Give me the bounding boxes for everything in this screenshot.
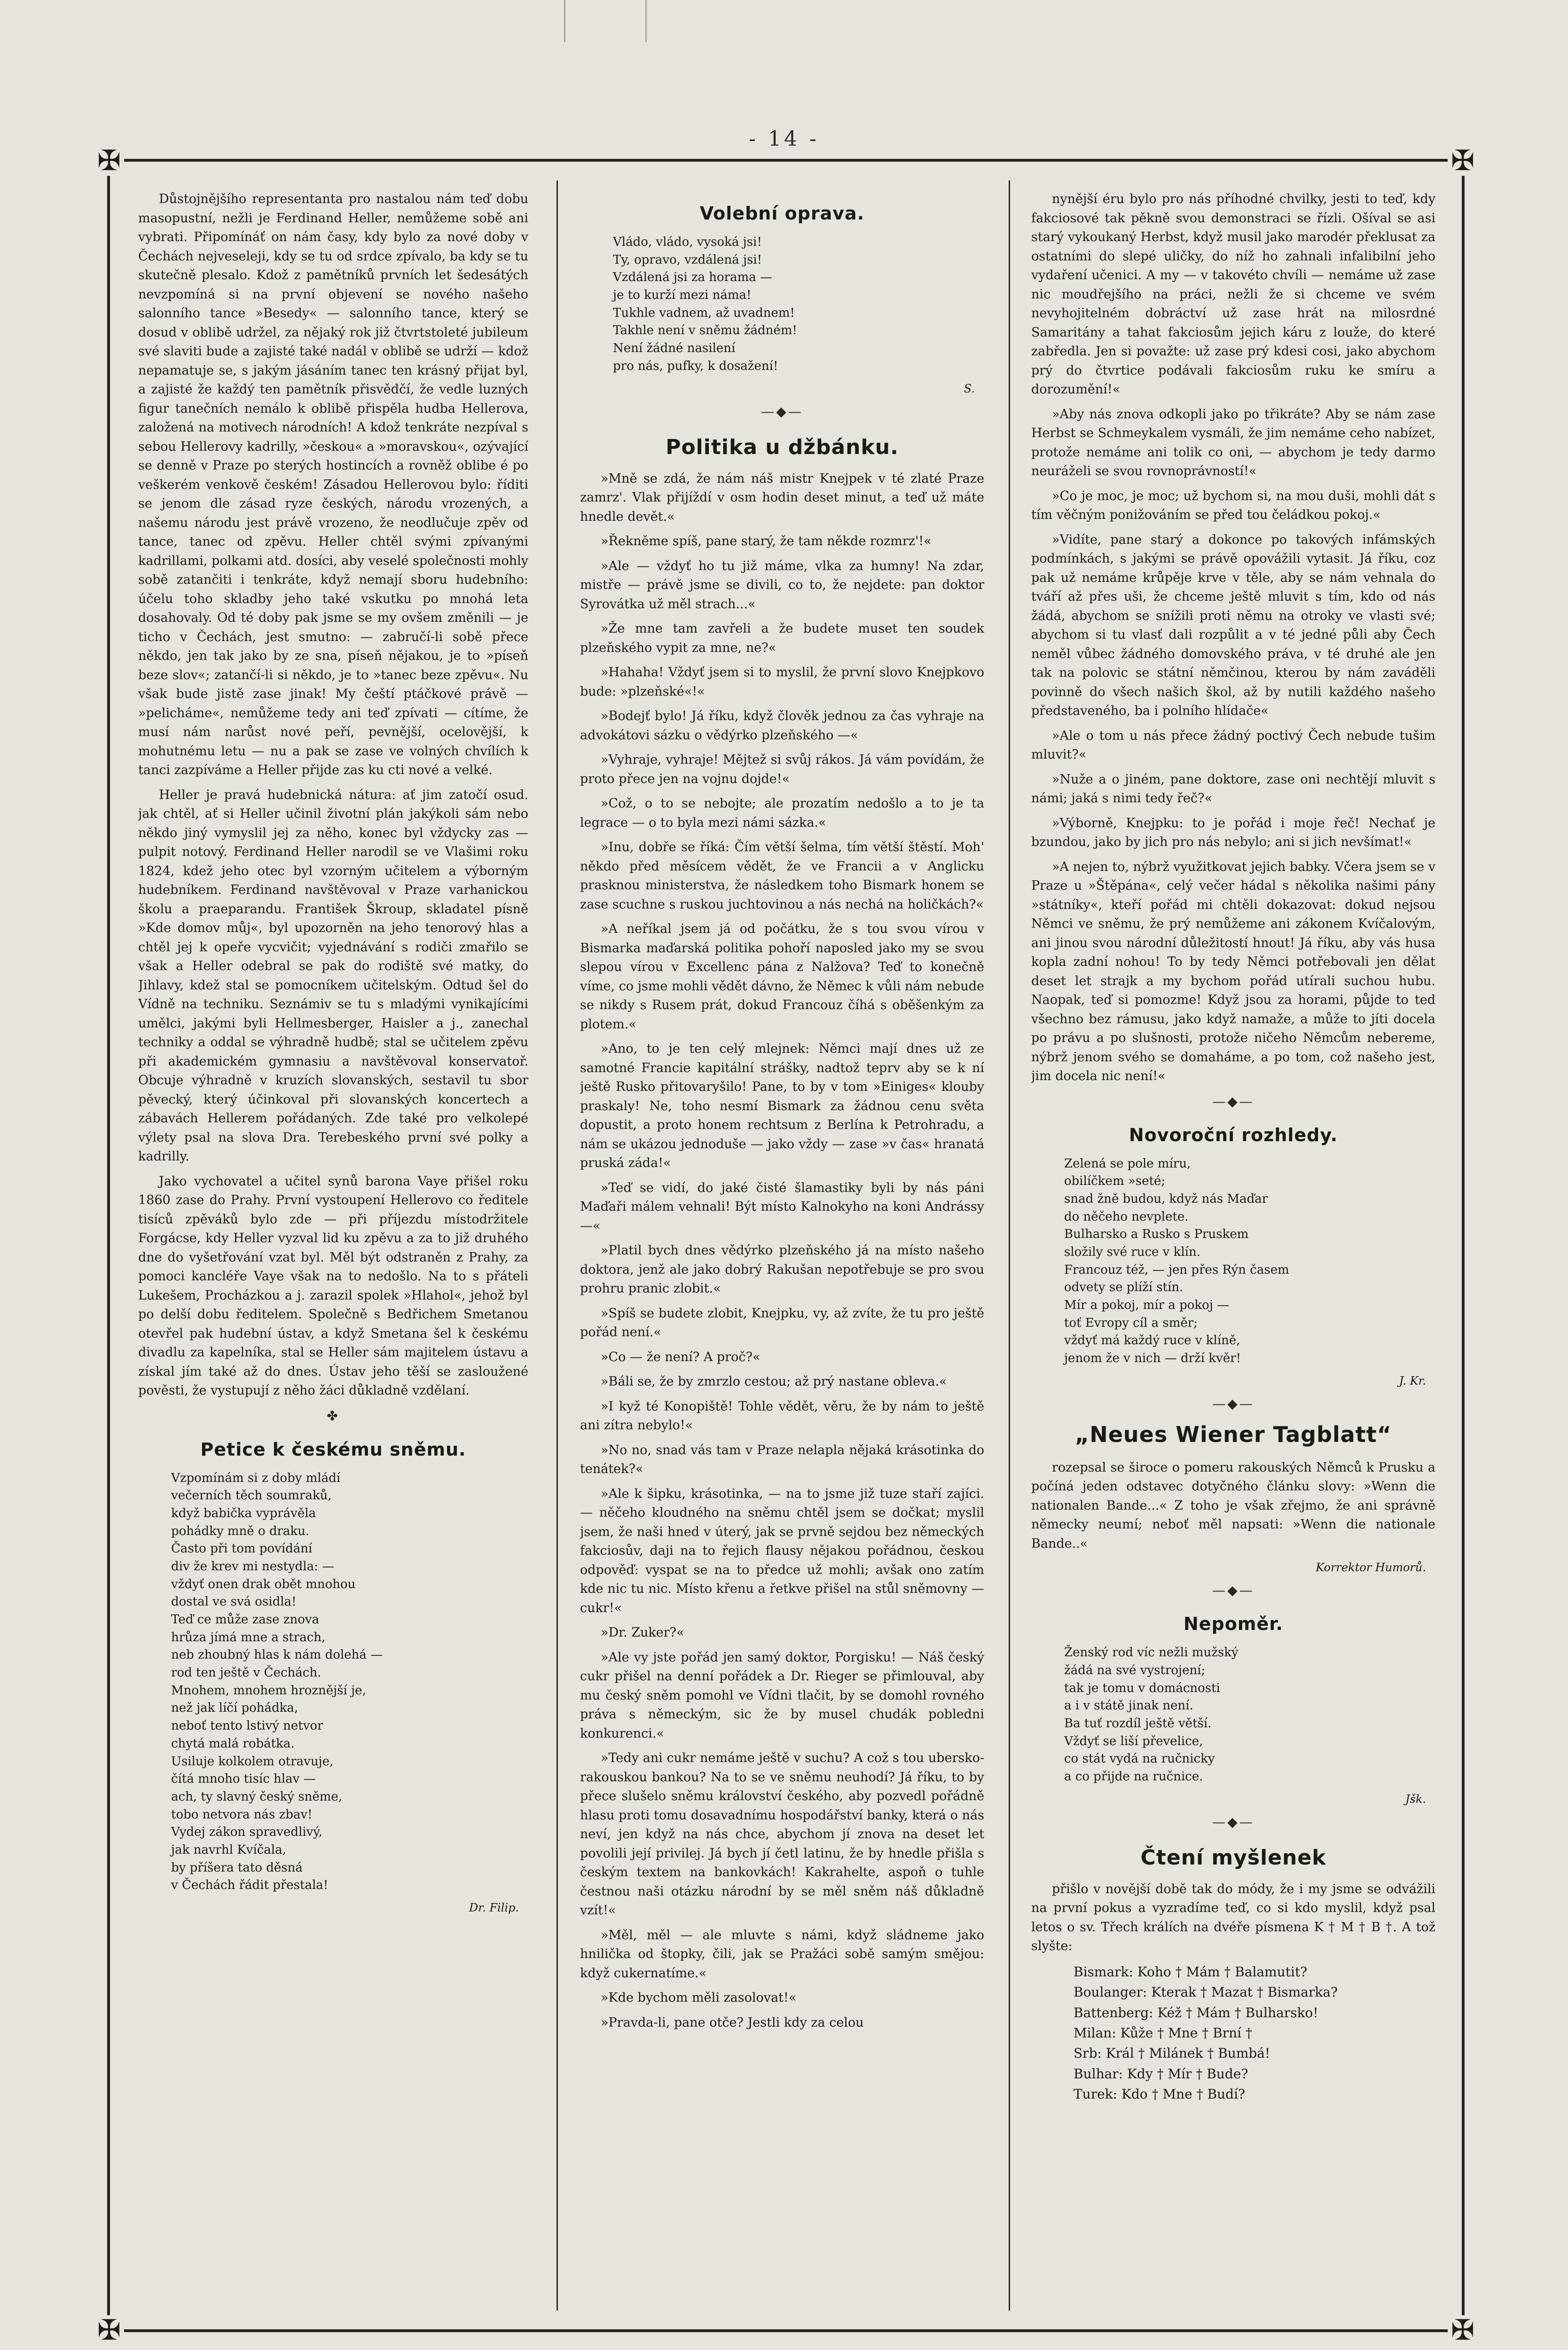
- dialogue-paragraph: »Kde bychom měli zasolovat!«: [601, 1990, 797, 2005]
- proverb-line: Bulhar: Kdy † Mír † Bude?: [1074, 2066, 1248, 2082]
- dialogue-paragraph: »Platil bych dnes vědýrko plzeňského já na místo našeho doktora, jenž ale jako dobrý Rakušan nepotřebuje se pro svou prohru pranic zlobit.«: [580, 1243, 984, 1296]
- dialogue-paragraph: »Nuže a o jiném, pane doktore, zase oni nechtějí mluvit s námi; jaká s nimi tedy řeč?«: [1031, 772, 1435, 806]
- poem-line: jak navrhl Kvíčala,: [171, 1842, 286, 1857]
- dialogue-paragraph: »Ano, to je ten celý mlejnek: Němci mají dnes už ze samotné Francie kapitální strášky, nadtož teprv aby se k ní ještě Rusko přitovaryšilo! Pane, to by v tom »Einiges« klouby praskaly! Ne, toho nesmí Bismark za žádnou cenu světa dopustit, a proto honem rechtsum z Berlína k Petrohradu, a nám se ukázou jednoduše — jako vždy — zase »v čas« hranatá pruská záda!«: [580, 1042, 984, 1170]
- oprava-poem: [613, 234, 984, 376]
- corner-ornament-icon: ✠: [94, 2315, 124, 2345]
- proverb-line: Srb: Král † Milánek † Bumbá!: [1074, 2045, 1270, 2061]
- proverb-line: Bismark: Koho † Mám † Balamutit?: [1074, 1964, 1308, 1980]
- poem-line: vždyť má každý ruce v klíně,: [1064, 1333, 1240, 1348]
- cteni-title: Čtení myšlenek: [1140, 1845, 1326, 1870]
- poem-line: Vydej zákon spravedlivý,: [171, 1825, 322, 1840]
- poem-line: snad žně budou, když nás Maďar: [1064, 1191, 1268, 1206]
- poem-line: Teď ce může zase znova: [171, 1613, 320, 1627]
- dialogue-paragraph: »Měl, měl — ale mluvte s námi, když sládneme jako hnilička od štopky, čili, jak se Pražáci sobě samým smějou: když cukernatíme.«: [580, 1927, 984, 1981]
- proverbs-list: [1074, 1962, 1435, 2105]
- poem-line: toť Evropy cíl a směr;: [1064, 1316, 1198, 1330]
- section-divider: —◆—: [1212, 1395, 1254, 1411]
- dialogue-paragraph: nynější éru bylo pro nás příhodné chvilky, jesti to teď, kdy fakciosové tak pěkně svou demonstraci se řízli. Ošíval se asi starý vykoukaný Herbst, když musil jako marodér překlusat za ostatními do slepé uličky, do níž ho zahnali infalibilní jeho vydaření učenici. A my — v takovéto chvíli — nemáme už zase nic moudřejšího na práci, nežli že si chceme ve svém nevyhojitelném dobráctví už zase hrát na milosrdné Samaritány a tahat fakciosům jejich káru z louže, do které zabředla. Jen si považte: už zase prý kdesi cosi, jako abychom prý do čtvrtice podávali fakciosům ruku ke smíru a dorozumění!«: [1031, 192, 1435, 397]
- poem-line: rod ten ještě v Čechách.: [171, 1666, 321, 1680]
- page-frame: [97, 144, 1475, 2347]
- dialogue-paragraph: »Hahaha! Vždyť jsem si to myslil, že první slovo Knejpkovo bude: »plzeňské«!«: [580, 665, 984, 699]
- cteni-text: přišlo v novější době tak do módy, že i my jsme se odvážili na první pokus a vyzradíme teď, co si kdo myslil, když psal letos o sv. Třech králích na dvéře písmena K † M † B †. A tož slyšte:: [1031, 1881, 1435, 1954]
- poem-line: Ba tuť rozdíl ještě větší.: [1064, 1716, 1212, 1731]
- poem-line: Tukhle vadnem, až uvadnem!: [613, 306, 795, 320]
- poem-line: tak je tomu v domácnosti: [1064, 1681, 1220, 1695]
- poem-line: než jak líčí pohádka,: [171, 1701, 298, 1716]
- dialogue-paragraph: »Báli se, že by zmrzlo cestou; až prý nastane obleva.«: [601, 1374, 947, 1389]
- section-divider: —◆—: [1212, 1814, 1254, 1830]
- poem-line: a co přijde na ručnice.: [1064, 1770, 1203, 1784]
- poem-line: div že krev mi nestydla: —: [171, 1559, 335, 1574]
- poem-line: tobo netvora nás zbav!: [171, 1807, 313, 1822]
- dialogue-paragraph: »I kyž té Konopiště! Tohle vědět, věru, že by nám to ještě ani zítra nebylo!«: [580, 1399, 984, 1433]
- poem-line: Vládo, vládo, vysoká jsi!: [613, 235, 762, 249]
- poem-line: v Čechách řádit přestala!: [171, 1878, 329, 1893]
- tagblatt-signature: Korrektor Humorů.: [1316, 1561, 1426, 1574]
- proverb-line: Boulanger: Kterak † Mazat † Bismarka?: [1074, 1984, 1338, 2000]
- proverb-line: Turek: Kdo † Mne † Budí?: [1074, 2086, 1246, 2102]
- dialogue-paragraph: »Bodejť bylo! Já říku, když člověk jednou za čas vyhraje na advokátovi sázku o vědýrko plzeňského —«: [580, 709, 984, 743]
- poem-line: ach, ty slavný český sněme,: [171, 1789, 343, 1804]
- petice-signature: Dr. Filip.: [469, 1901, 519, 1914]
- poem-line: pohádky mně o draku.: [171, 1524, 310, 1538]
- poem-line: Francouz též, — jen přes Rýn časem: [1064, 1262, 1289, 1277]
- poem-line: pro nás, pufky, k dosažení!: [613, 359, 778, 373]
- proverb-line: Battenberg: Kéž † Mám † Bulharsko!: [1074, 2005, 1318, 2021]
- poem-line: Mír a pokoj, mír a pokoj —: [1064, 1298, 1230, 1312]
- proverb-line: Milan: Kůže † Mne † Brní †: [1074, 2025, 1253, 2041]
- dialogue-paragraph: »Výborně, Knejpku: to je pořád i moje řeč! Nechať je bzundou, jako by jich pro nás nebylo; ani si jich nevšímat!«: [1031, 815, 1435, 849]
- heller-article: [138, 190, 528, 1401]
- poem-line: vždyť onen drak obět mnohou: [171, 1577, 356, 1591]
- dialogue-paragraph: »Ale o tom u nás přece žádný poctivý Čech nebude tušim mluvit?«: [1031, 728, 1435, 762]
- dialogue-paragraph: »Co je moc, je moc; už bychom si, na mou duši, mohli dát s tím věčným ponižováním se před tou čeládkou pokoj.«: [1031, 488, 1435, 522]
- column-rule: [1009, 180, 1010, 2311]
- novorocni-title: Novoroční rozhledy.: [1129, 1124, 1338, 1145]
- oprava-title: Volební oprava.: [699, 203, 865, 224]
- poem-line: žádá na své vystrojení;: [1064, 1663, 1206, 1677]
- dialogue-paragraph: »Vyhraje, vyhraje! Mějtež si svůj rákos. Já vám povídám, že proto přece jen na vojnu dojde!«: [580, 752, 984, 786]
- dialogue-paragraph: »Tedy ani cukr nemáme ještě v suchu? A což s tou ubersko-rakouskou bankou? Na to se ve sněmu neuhodí? Já říku, to by přece slušelo sněmu království českého, aby pozvedl pořádně hlasu proti tomu dosavadnímu hospodářství banky, která o nás neví, jen když na nás chce, abychom jí znova na deset let povolili její privilej. Já bych jí četl latinu, že by hnedle přišla s českým textem na bankovkách! Kakrahelte, aspoň o tuhle čestnou naši otázku národní by se měl sněm náš důkladně vzít!«: [580, 1751, 984, 1918]
- poem-line: by příšera tato děsná: [171, 1860, 303, 1875]
- column-2: [580, 190, 984, 2311]
- tagblatt-text: rozepsal se široce o pomeru rakouských Němců k Prusku a počíná jeden odstavec dotyčného článku slovy: »Wenn die nationalen Bande...« Z toho je však zřejmo, že ani správně německy neumí; neboť měl napsati: »Wenn die nationale Bande..«: [1031, 1460, 1435, 1551]
- poem-line: dostal ve svá osidla!: [171, 1595, 297, 1609]
- dialogue-paragraph: »Teď se vidí, do jaké čisté šlamastiky byli by nás páni Maďaři málem vehnali! Být místo Kalnokyho na koni Andrássy —«: [580, 1180, 984, 1233]
- section-divider: —◆—: [1212, 1093, 1254, 1109]
- petice-title: Petice k českému sněmu.: [200, 1439, 466, 1460]
- dialogue-paragraph: »Že mne tam zavřeli a že budete muset ten soudek plzeňského vypit za mne, ne?«: [580, 621, 984, 655]
- poem-line: Není žádné nasilení: [613, 341, 736, 356]
- dialogue-paragraph: »Spíš se budete zlobit, Knejpku, vy, až zvíte, že tu pro ještě pořád není.«: [580, 1306, 984, 1340]
- poem-line: Mnohem, mnohem hroznější je,: [171, 1683, 366, 1698]
- poem-line: co stát vydá na ručnicky: [1064, 1752, 1215, 1766]
- column-rule: [557, 180, 558, 2311]
- poem-line: jenom že v nich — drží kvěr!: [1064, 1351, 1241, 1366]
- dialogue-paragraph: »Ale k šipku, krásotinka, — na to jsme již tuze staří zajíci. — něčeho kloudného na sněmu chtěl jsem se dočkat; myslil jsem, že naši hned v úterý, jak se prvně sejdou bez německých fakciosův, daji na to řejich flausy nějakou pořádnou, českou odpověď: vyspat se na to předce už mohli; avšak ono zatím kde nic tu nic. Místo křenu a řetkve přišel na stůl sněmovny — cukr!«: [580, 1486, 984, 1615]
- column-3: [1031, 190, 1435, 2311]
- section-divider: —◆—: [761, 403, 803, 419]
- nepomer-poem: [1064, 1644, 1435, 1786]
- dialogue-paragraph: »Inu, dobře se říká: Čím větší šelma, tím větší štěstí. Moh' někdo před měsícem vědět, že ve Francii a v Anglicku prasknou ministerstva, že následkem toho Bismark honem se zase scuchne s ruskou juchtovinou a nás nechá na holičkách?«: [580, 840, 984, 912]
- nepomer-title: Nepoměr.: [1183, 1614, 1283, 1635]
- poem-line: obilíčkem »seté;: [1064, 1174, 1166, 1189]
- petice-poem: [171, 1470, 528, 1895]
- dialogue-paragraph: »A neříkal jsem já od počátku, že s tou svou vírou v Bismarka maďarská politika pohoří naposled jako my se svou slepou vírou v Excellenc pána z Nalžova? Teď to konečně víme, co jsme mohli vědět dávno, že Němec k vůli nám nebude se nikdy s Rusem prát, dokud Francouz číhá s oběšenkým za plotem.«: [580, 922, 984, 1032]
- poem-line: neboť tento lstivý netvor: [171, 1719, 323, 1733]
- poem-line: Vzdálená jsi za horama —: [613, 270, 773, 285]
- poem-line: je to kurží mezi náma!: [613, 288, 752, 303]
- dialogue-paragraph: »No no, snad vás tam v Praze nelapla nějaká krásotinka do tenátek?«: [580, 1442, 984, 1476]
- politika-title: Politika u džbánku.: [666, 435, 899, 459]
- poem-line: neb zhoubný hlas k nám dolehá —: [171, 1648, 383, 1662]
- novorocni-poem: [1064, 1155, 1435, 1368]
- dialogue-paragraph: »Vidíte, pane starý a dokonce po takových infámských podmínkách, s jakými se právě opovážili vytasit. Já říku, coz pak už nemáme krůpěje krve v těle, aby se nám vehnala do tváří až přes uši, že chceme ještě mluvit s tím, kdo od nás žádá, abychom se snížili proti němu na otroky ve vlasti své; abychom si tu vlasť dali rozpůlit a v té jedné půli aby Čech neměl vůbec žádného domovského práva, v té druhé ale jen tak na polovic se státní němčinou, kterou by nám zaváděli povinně do všech našich škol, až by nutili každého našeho představeného, ba i polního hlídače«: [1031, 532, 1435, 718]
- poem-line: Ženský rod víc nežli mužský: [1064, 1645, 1239, 1660]
- politika-article: [580, 470, 984, 2033]
- dialogue-paragraph: »Mně se zdá, že nám náš mistr Knejpek v té zlaté Praze zamrz'. Vlak přijíždí v osm hodin deset minut, a teď už máte hnedle devět.«: [580, 471, 984, 524]
- poem-line: Bulharsko a Rusko s Pruskem: [1064, 1227, 1249, 1242]
- poem-line: Ty, opravo, vzdálená jsi!: [613, 252, 762, 267]
- poem-line: když babička vyprávěla: [171, 1506, 316, 1520]
- novorocni-signature: J. Kr.: [1399, 1374, 1426, 1387]
- article-paragraph: Heller je pravá hudebnická nátura: ať jim zatočí osud. jak chtěl, ať si Heller učinil životní plán jakýkoli sám nebo někdo jiný vymyslil jej za něho, konec byl vždycky zas — pulpit notový. Ferdinand Heller narodil se ve Vlašimi roku 1824, kdež jeho otec byl vzorným učitelem a výborným hudebníkem. Ferdinand navštěvoval v Praze varhanickou školu a praeparandu. František Škroup, skladatel písně »Kde domov můj«, byl upozorněn na jeho tenorový hlas a chtěl jej k opeře vycvičit; vyjednávání s rodiči zmařilo se však a Heller odebral se pak do rodiště své matky, do Jihlavy, kdež stal se pomocníkem učitelským. Odtud šel do Vídně na techniku. Seznámiv se tu s mladými vynikajícími umělci, jakými byli Hellmesberger, Haisler a j., zanechal techniky a oddal se výhradně hudbě; stal se učitelem zpěvu při akademickém gymnasiu a navštěvoval konservatoř. Obcuje výhradně v kruzích slovanských, sestavil tu sbor pěvecký, který účinkoval při slovanských koncertech a zábavách Hellerem pořádaných. Zde také pro velkolepé výlety psal na slova Dra. Terebeského první své polky a kadrilly.: [138, 787, 528, 1164]
- scan-top-mark: [564, 0, 647, 42]
- article-paragraph: Jako vychovatel a učitel synů barona Vaye přišel roku 1860 zase do Prahy. První vystoupení Hellerovo co ředitele tisíců zpěváků bylo zde — při příjezdu místodržitele Forgácse, kdy Heller vyzval lid ku zpěvu a za to již druhého dne do vyšetřování vzat byl. Měl být odstraněn z Prahy, za pomoci kancléře Vaye však na to nedošlo. Na to s přáteli Lukešem, Procházkou a j. zarazil spolek »Hlahol«, jehož byl po delší dobu ředitelem. Společně s Bedřichem Smetanou otevřel pak hudební ústav, a když Smetana šel k českému divadlu za kapelníka, stal se Heller sám majitelem ústavu a získal jím také až do dnes. Ústav jeho těší se zasloužené pověsti, že vystupují z něho žáci důkladně vzdělaní.: [138, 1174, 528, 1398]
- dialogue-paragraph: »Co — že není? A proč?«: [601, 1349, 760, 1364]
- poem-line: Často při tom povídání: [171, 1542, 313, 1556]
- corner-ornament-icon: ✠: [94, 146, 124, 176]
- tagblatt-title: „Neues Wiener Tagblatt“: [1075, 1421, 1392, 1447]
- poem-line: do něčeho nevplete.: [1064, 1209, 1189, 1224]
- column-1: [138, 190, 528, 2311]
- dialogue-paragraph: »Řekněme spíš, pane starý, že tam někde rozmrz'!«: [601, 534, 932, 548]
- poem-line: chytá malá robátka.: [171, 1736, 295, 1751]
- dialogue-paragraph: »Což, o to se nebojte; ale prozatím nedošlo a to je ta legrace — o to byla mezi námi sázka.«: [580, 796, 984, 830]
- poem-line: Vzpomínám si z doby mládí: [171, 1471, 341, 1485]
- section-divider: ✤: [327, 1408, 340, 1424]
- poem-line: Vždyť se liší převelice,: [1064, 1734, 1203, 1748]
- corner-ornament-icon: ✠: [1448, 2315, 1478, 2345]
- poem-line: Zelená se pole míru,: [1064, 1156, 1191, 1171]
- article-paragraph: Důstojnějšího representanta pro nastalou nám teď dobu masopustní, nežli je Ferdinand Heller, nemůžeme sobě ani vybrati. Připomínáť on nám časy, kdy bylo za nové doby v Čechách nejveseleji, kdy se tu od srdce zpívalo, ba kdy se tu skutečně plesalo. Kdož z pamětníků prvních let šedesátých nevzpomíná si na první objevení se nového našeho salonního tance »Besedy« — salonního tance, který se dosud v oblibě udržel, za nějaký rok již čtvrtstoleté jubileum své slaviti bude a zajisté také nadál v oblibě se udrží — kdož nepamatuje se, s jakým jásáním tanec ten krásný přijat byl, a zajisté že každý ten pamětník přisvědčí, že vedle luzných figur tanečních nemálo k oblibě přispěla hudba Hellerova, založená na motivech národních! A kdož tenkráte nezpíval s sebou Hellerovy kadrilly, »českou« a »moravskou«, ozývající se denně v Praze po sterých hostincích a rovněž oblibe é po veškerém venkově českém! Zásadou Hellerovou bylo: říditi se jenom dle zásad ryze českých, národu vrozených, a našemu národu jest právě vrozeno, že neodlučuje zpěv od tance, tanec od zpěvu. Heller chtěl svými zpívanými kadrillami, polkami atd. dosíci, aby veselé společnosti mohly sobě zatančiti i tenkráte, když nemají sboru hudebního: účelu toho skladby jeho také vskutku po mnohá leta dosahovaly. Od té doby pak jsme se my ovšem změnili — je ticho v Čechách, jest smutno: — zabručí-li sobě přece někdo, jen tak jako by ze sna, píseň nějakou, je to »píseň beze slov«; zatančí-li si někdo, je to »tanec beze zpěvu«. Nu však bude jistě zase jinak! My čeští ptáčkové právě — »pelicháme«, nemůžeme tedy ani teď zpívati — cítíme, že musí nám narůst nové peří, pevnější, ocelovější, k mohutnému letu — nu a pak se zase ve volných chvílích k tanci zazpíváme a Heller přijde zas ku cti nové a velké.: [138, 192, 528, 777]
- section-divider: —◆—: [1212, 1582, 1254, 1598]
- poem-line: odvety se plíží stín.: [1064, 1280, 1184, 1295]
- poem-line: Takhle není v sněmu žádném!: [613, 323, 797, 338]
- page-number: - 14 -: [749, 127, 819, 151]
- poem-line: složily své ruce v klín.: [1064, 1245, 1201, 1259]
- poem-line: a i v státě jinak není.: [1064, 1699, 1193, 1713]
- dialogue-paragraph: »Ale vy jste pořád jen samý doktor, Porgisku! — Náš český cukr přišel na denní pořádek a Dr. Rieger se přimlouval, aby mu český sněm pomohl ve Vídni tlačit, by se domohl rovného práva s německým, sic že by musel chudák pobledni konkurenci.«: [580, 1650, 984, 1741]
- oprava-signature: S.: [964, 382, 975, 395]
- dialogue-paragraph: »Dr. Zuker?«: [601, 1625, 684, 1640]
- poem-line: hrůza jímá mne a strach,: [171, 1630, 326, 1645]
- poem-line: Usiluje kolkolem otravuje,: [171, 1754, 334, 1769]
- dialogue-paragraph: »Ale — vždyť ho tu již máme, vlka za humny! Na zdar, mistře — právě jsme se divili, co to, že nejdete: pan doktor Syrovátka už měl strach...«: [580, 558, 984, 611]
- poem-line: čítá mnoho tisíc hlav —: [171, 1772, 316, 1786]
- dialogue-paragraph: »Pravda-li, pane otče? Jestli kdy za celou: [601, 2015, 864, 2030]
- poem-line: večerních těch soumraků,: [171, 1488, 332, 1503]
- politika-continuation: [1031, 190, 1435, 1086]
- dialogue-paragraph: »Aby nás znova odkopli jako po třikráte? Aby se nám zase Herbst se Schmeykalem vysmáli, že jim nemáme ceho nabízet, protože nemáme ani tolik co oni, — abychom je tedy darmo neuráželi se svou rovnoprávností!«: [1031, 407, 1435, 478]
- nepomer-signature: Jšk.: [1405, 1792, 1426, 1806]
- dialogue-paragraph: »A nejen to, nýbrž využitkovat jejich babky. Včera jsem se v Praze u »Štěpána«, celý večer hádal s několika našimi pány »státníky«, kteří pořád mi chtěli dokazovat: dokud nejsou Němci ve sněmu, že prý nemůžeme ani zákonem Kvíčalovým, ani jinou svou národní důležitostí hnout! Já říku, aby vás husa kopla zadní nohou! To by tedy Němci potřebovali jen dělat deset let strajk a my bychom pořád utírali suchou hubu. Naopak, teď si pomozme! Když jsou za horami, půjde to teď všechno bez rámusu, jako když namaže, a může to jíti docela po právu a po slušnosti, protože ničeho Němcům nebereme, nýbrž jenom svého se domaháme, a po tom, což našeho jest, jim docela nic není!«: [1031, 859, 1435, 1083]
- corner-ornament-icon: ✠: [1448, 146, 1478, 176]
